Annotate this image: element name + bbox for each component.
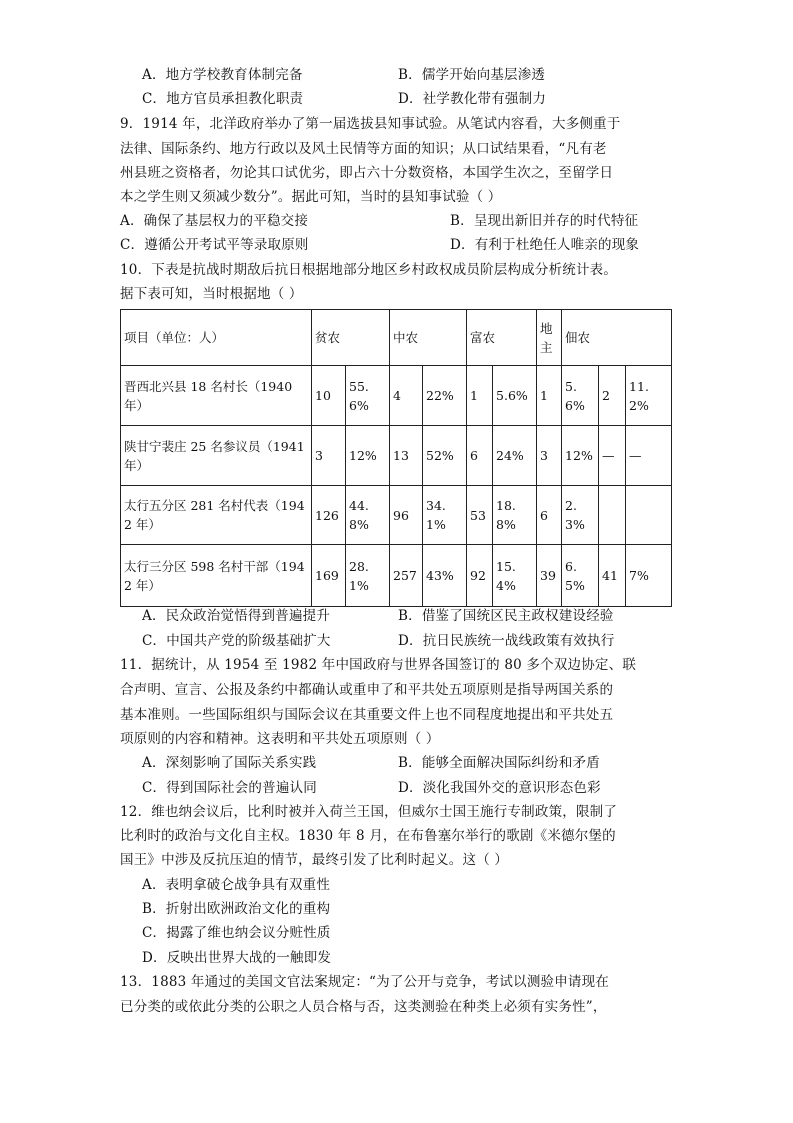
header-landlord: 地主 — [537, 310, 562, 366]
table-cell: 6.5% — [562, 545, 599, 607]
q11-option-b: B．能够全面解决国际纠纷和矛盾 — [398, 755, 600, 771]
table-cell: 7% — [626, 545, 672, 607]
table-cell: 2.3% — [562, 486, 599, 545]
q11-option-c: C．得到国际社会的普遍认同 — [142, 780, 317, 796]
row-label: 晋西北兴县 18 名村长（1940 年） — [121, 366, 312, 426]
q9-option-d: D．有利于杜绝任人唯亲的现象 — [450, 237, 640, 253]
table-cell: 44.8% — [346, 486, 390, 545]
table-cell: 1 — [537, 366, 562, 426]
statistics-table — [120, 309, 672, 607]
q12-stem-line-1: 12．维也纳会议后，比利时被并入荷兰王国，但威尔士国王施行专制政策，限制了 — [120, 804, 618, 820]
table-cell — [599, 486, 626, 545]
table-cell: 24% — [493, 426, 537, 486]
header-item: 项目（单位：人） — [121, 310, 312, 366]
q9-option-a: A．确保了基层权力的平稳交接 — [120, 213, 309, 229]
table-cell: 13 — [390, 426, 423, 486]
table-cell: 10 — [312, 366, 346, 426]
table-cell: — — [626, 426, 672, 486]
table-cell: 3 — [312, 426, 346, 486]
table-cell — [626, 486, 672, 545]
table-cell: 39 — [537, 545, 562, 607]
row-label: 太行五分区 281 名村代表（1942 年） — [121, 486, 312, 545]
table-cell: 52% — [423, 426, 467, 486]
table-cell: 6 — [537, 486, 562, 545]
q9-option-b: B．呈现出新旧并存的时代特征 — [450, 213, 639, 229]
table-cell: 5.6% — [493, 366, 537, 426]
table-cell: 11.2% — [626, 366, 672, 426]
table-cell: 2 — [599, 366, 626, 426]
table-cell: 4 — [390, 366, 423, 426]
table-cell: 41 — [599, 545, 626, 607]
table-cell: 18.8% — [493, 486, 537, 545]
table-cell: 34.1% — [423, 486, 467, 545]
header-tenant: 佃农 — [562, 310, 672, 366]
header-rich-peasant: 富农 — [467, 310, 537, 366]
q9-option-c: C．遵循公开考试平等录取原则 — [120, 237, 309, 253]
table-cell: 96 — [390, 486, 423, 545]
table-cell: 53 — [467, 486, 493, 545]
q10-option-d: D．抗日民族统一战线政策有效执行 — [398, 633, 615, 649]
q11-stem-line-1: 11．据统计，从 1954 至 1982 年中国政府与世界各国签订的 80 多个双边协定、联 — [120, 657, 637, 673]
table-cell: 169 — [312, 545, 346, 607]
table-cell: 5.6% — [562, 366, 599, 426]
table-cell: 3 — [537, 426, 562, 486]
table-header-row — [121, 310, 672, 366]
table-cell: 43% — [423, 545, 467, 607]
q12-option-b: B．折射出欧洲政治文化的重构 — [142, 901, 331, 917]
q11-stem-line-4: 项原则的内容和精神。这表明和平共处五项原则（ ） — [120, 731, 440, 747]
header-middle-peasant: 中农 — [390, 310, 467, 366]
table-row — [121, 426, 672, 486]
header-poor-peasant: 贫农 — [312, 310, 390, 366]
q12-option-a: A．表明拿破仑战争具有双重性 — [142, 877, 331, 893]
q12-stem-line-2: 比利时的政治与文化自主权。1830 年 8 月，在布鲁塞尔举行的歌剧《米德尔堡的 — [120, 828, 616, 844]
q12-stem-line-3: 国王》中涉及反抗压迫的情节，最终引发了比利时起义。这（ ） — [120, 852, 509, 868]
table-cell: — — [599, 426, 626, 486]
table-row — [121, 486, 672, 545]
table-cell: 6 — [467, 426, 493, 486]
q10-option-b: B．借鉴了国统区民主政权建设经验 — [398, 608, 614, 624]
table-cell: 12% — [562, 426, 599, 486]
q10-option-a: A．民众政治觉悟得到普遍提升 — [142, 608, 331, 624]
q13-stem-line-1: 13．1883 年通过的美国文官法案规定：“为了公开与竞争，考试以测验申请现在 — [120, 974, 610, 990]
q9-stem-line-2: 法律、国际条约、地方行政以及风土民情等方面的知识；从口试结果看，“凡有老 — [120, 141, 607, 157]
q10-stem-line-1: 10．下表是抗战时期敌后抗日根据地部分地区乡村政权成员阶层构成分析统计表。 — [120, 262, 618, 278]
q10-option-c: C．中国共产党的阶级基础扩大 — [142, 633, 331, 649]
q12-option-c: C．揭露了维也纳会议分赃性质 — [142, 925, 331, 941]
row-label: 陕甘宁裴庄 25 名参议员（1941 年） — [121, 426, 312, 486]
q8-option-d: D．社学教化带有强制力 — [398, 91, 547, 107]
table-cell: 92 — [467, 545, 493, 607]
row-label: 太行三分区 598 名村干部（1942 年） — [121, 545, 312, 607]
q13-stem-line-2: 已分类的或依此分类的公职之人员合格与否，这类测验在种类上必须有实务性”， — [120, 999, 607, 1015]
q11-stem-line-3: 基本准则。一些国际组织与国际会议在其重要文件上也不同程度地提出和平共处五 — [120, 707, 614, 723]
q9-stem-line-1: 9．1914 年，北洋政府举办了第一届选拔县知事试验。从笔试内容看，大多侧重于 — [120, 116, 621, 132]
q11-option-a: A．深刻影响了国际关系实践 — [142, 755, 317, 771]
table-row — [121, 366, 672, 426]
q8-option-c: C．地方官员承担教化职责 — [142, 91, 304, 107]
q8-option-a: A．地方学校教育体制完备 — [142, 67, 303, 83]
table-cell: 257 — [390, 545, 423, 607]
q9-stem-line-4: 本之学生则又须减少数分”。据此可知，当时的县知事试验（ ） — [120, 189, 502, 205]
table-cell: 22% — [423, 366, 467, 426]
q11-stem-line-2: 合声明、宣言、公报及条约中都确认或重申了和平共处五项原则是指导两国关系的 — [120, 682, 614, 698]
q12-option-d: D．反映出世界大战的一触即发 — [142, 950, 332, 966]
table-cell: 12% — [346, 426, 390, 486]
q9-stem-line-3: 州县班之资格者，勿论其口试优劣，即占六十分数资格，本国学生次之，至留学日 — [120, 165, 614, 181]
q11-option-d: D．淡化我国外交的意识形态色彩 — [398, 780, 601, 796]
table-row — [121, 545, 672, 607]
table-cell: 126 — [312, 486, 346, 545]
table-cell: 55.6% — [346, 366, 390, 426]
table-cell: 15.4% — [493, 545, 537, 607]
q8-option-b: B．儒学开始向基层渗透 — [398, 67, 546, 83]
table-cell: 1 — [467, 366, 493, 426]
q10-stem-line-2: 据下表可知，当时根据地（ ） — [120, 286, 303, 302]
table-cell: 28.1% — [346, 545, 390, 607]
